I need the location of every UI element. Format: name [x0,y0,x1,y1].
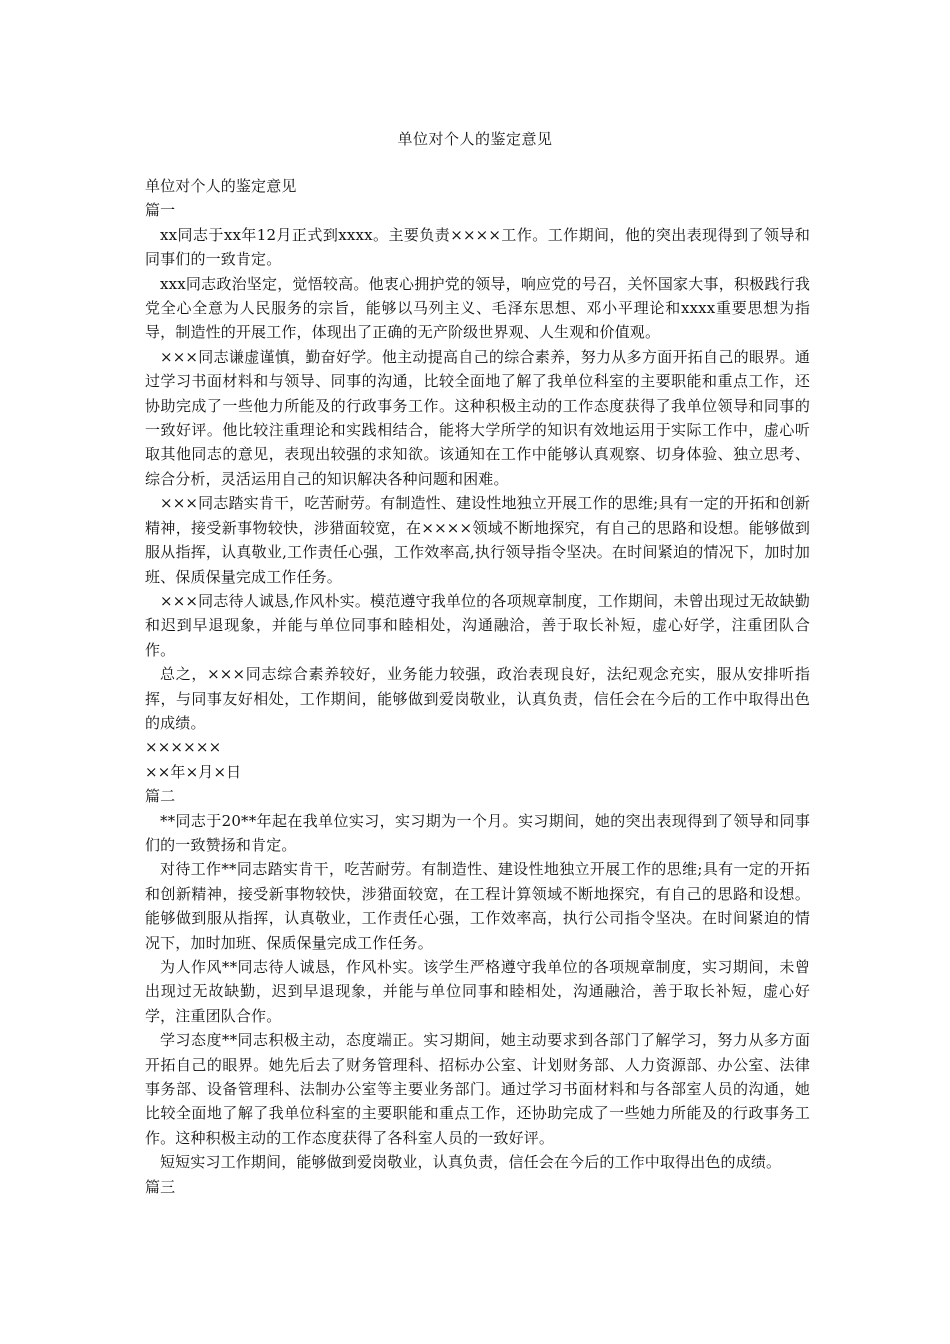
signature-date: ××年×月×日 [145,762,242,781]
document-title: 单位对个人的鉴定意见 [397,130,553,148]
section-heading-2: 篇二 [145,787,176,806]
section-heading-1: 篇一 [145,201,176,220]
paragraph: ×××同志踏实肯干，吃苦耐劳。有制造性、建设性地独立开展工作的思维;具有一定的开拓和创新精神，接受新事物较快，涉猎面较宽，在××××领域不断地探究，有自己的思路和设想。能够做到服从指挥，认真敬业,工作责任心强，工作效率高,执行领导指令坚决。在时间紧迫的情况下，加时加班、保质保量完成工作任务。 [145,494,810,586]
document-subtitle: 单位对个人的鉴定意见 [145,177,297,195]
paragraph: 学习态度**同志积极主动，态度端正。实习期间，她主动要求到各部门了解学习，努力从多方面开拓自己的眼界。她先后去了财务管理科、招标办公室、计划财务部、人力资源部、办公室、法律事务部、设备管理科、法制办公室等主要业务部门。通过学习书面材料和与各部室人员的沟通，她比较全面地了解了我单位科室的主要职能和重点工作，还协助完成了一些她力所能及的行政事务工作。这种积极主动的工作态度获得了各科室人员的一致好评。 [145,1031,810,1147]
signature: ×××××× [145,738,222,757]
paragraph: xx同志于xx年12月正式到xxxx。主要负责××××工作。工作期间，他的突出表现得到了领导和同事们的一致肯定。 [145,225,810,269]
paragraph: 为人作风**同志待人诚恳，作风朴实。该学生严格遵守我单位的各项规章制度，实习期间，未曾出现过无故缺勤，迟到早退现象，并能与单位同事和睦相处，沟通融洽，善于取长补短，虚心好学，注重团队合作。 [145,958,810,1025]
document-body [145,174,810,1199]
paragraph: 对待工作**同志踏实肯干，吃苦耐劳。有制造性、建设性地独立开展工作的思维;具有一定的开拓和创新精神，接受新事物较快，涉猎面较宽，在工程计算领域不断地探究，有自己的思路和设想。能够做到服从指挥，认真敬业，工作责任心强，工作效率高，执行公司指令坚决。在时间紧迫的情况下，加时加班、保质保量完成工作任务。 [145,860,810,952]
paragraph: 短短实习工作期间，能够做到爱岗敬业，认真负责，信任会在今后的工作中取得出色的成绩。 [160,1153,782,1172]
paragraph: 总之，×××同志综合素养较好，业务能力较强，政治表现良好，法纪观念充实，服从安排听指挥，与同事友好相处，工作期间，能够做到爱岗敬业，认真负责，信任会在今后的工作中取得出色的成绩。 [145,665,810,732]
paragraph: **同志于20**年起在我单位实习，实习期为一个月。实习期间，她的突出表现得到了领导和同事们的一致赞扬和肯定。 [145,811,810,854]
paragraph: xxx同志政治坚定，觉悟较高。他衷心拥护党的领导，响应党的号召，关怀国家大事，积极践行我党全心全意为人民服务的宗旨，能够以马列主义、毛泽东思想、邓小平理论和xxxx重要思想为指导，制造性的开展工作，体现出了正确的无产阶级世界观、人生观和价值观。 [145,274,810,342]
paragraph: ×××同志待人诚恳,作风朴实。模范遵守我单位的各项规章制度，工作期间，未曾出现过无故缺勤和迟到早退现象，并能与单位同事和睦相处，沟通融洽，善于取长补短，虚心好学，注重团队合作。 [145,591,810,659]
paragraph: ×××同志谦虚谨慎，勤奋好学。他主动提高自己的综合素养，努力从多方面开拓自己的眼界。通过学习书面材料和与领导、同事的沟通，比较全面地了解了我单位科室的主要职能和重点工作，还协助完成了一些他力所能及的行政事务工作。这种积极主动的工作态度获得了我单位领导和同事的一致好评。他比较注重理论和实践相结合，能将大学所学的知识有效地运用于实际工作中，虚心听取其他同志的意见，表现出较强的求知欲。该通知在工作中能够认真观察、切身体验、独立思考、综合分析，灵活运用自己的知识解决各种问题和困难。 [145,347,810,488]
section-heading-3: 篇三 [145,1177,176,1196]
